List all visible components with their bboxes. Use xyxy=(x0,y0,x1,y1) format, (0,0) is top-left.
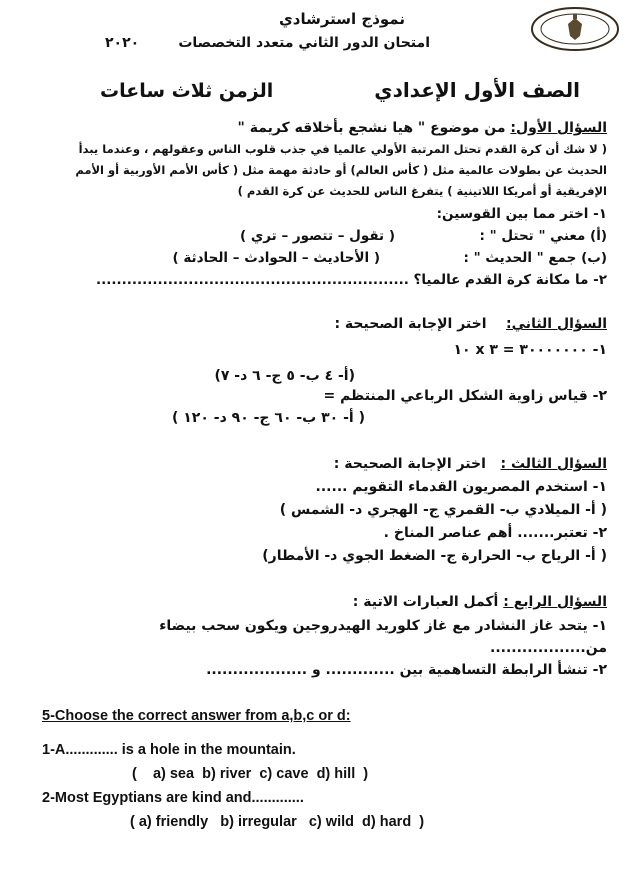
q2-line xyxy=(334,316,607,332)
q1-paragraph-1: ( لا شك أن كرة القدم تحتل المرتبة الأولي عالميا في جذب قلوب الناس وعقولهم ، وعندما يبدأ xyxy=(78,142,607,156)
q5-title: 5-Choose the correct answer from a,b,c or d: xyxy=(42,708,351,724)
q4-line xyxy=(353,594,607,610)
q4-item1-cont: من.................. xyxy=(490,640,607,656)
q4-item1: ١- يتحد غاز النشادر مع غاز كلوريد الهيدروجين ويكون سحب بيضاء xyxy=(159,618,607,634)
q1-item-b-label: (ب) جمع " الحديث " : xyxy=(463,250,607,266)
q2-item2: ٢- قياس زاوية الشكل الرباعي المنتظم = xyxy=(323,388,607,404)
q2-instruction: اختر الإجابة الصحيحة : xyxy=(334,316,487,332)
q1-label: السؤال الأول: xyxy=(510,120,607,136)
model-title: نموذج استرشادي xyxy=(279,10,405,28)
q2-item2-options: ( أ- ٣٠ ب- ٦٠ ج- ٩٠ د- ١٢٠ ) xyxy=(171,410,365,426)
q1-item-b-options: ( الأحاديث – الحوادث – الحادثة ) xyxy=(172,250,380,266)
q2-item1: ١- ٣٠٠٠٠٠٠٠ = ٣ x ١٠ xyxy=(453,342,607,358)
q1-item-a-label: (أ) معني " تحتل " : xyxy=(479,228,607,244)
q1-topic: من موضوع " هيا نشجع بأخلاقه كريمة " xyxy=(237,120,506,136)
q5-item2: 2-Most Egyptians are kind and............. xyxy=(42,790,304,806)
q3-instruction: اختر الإجابة الصحيحة : xyxy=(333,456,486,472)
q3-label: السؤال الثالث : xyxy=(500,456,607,472)
q4-label: السؤال الرابع : xyxy=(503,594,607,610)
grade-title: الصف الأول الإعدادي xyxy=(374,78,580,102)
q5-item2-options: ( a) friendly b) irregular c) wild d) hard ) xyxy=(130,814,425,830)
q4-item2: ٢- تنشأ الرابطة التساهمية بين ............. و ................... xyxy=(206,662,607,678)
q5-item1-options: ( a) sea b) river c) cave d) hill ) xyxy=(132,766,369,782)
q3-item2: ٢- تعتبر....... أهم عناصر المناخ . xyxy=(383,525,607,541)
q1-sub2: ٢- ما مكانة كرة القدم عالميا؟ ............................................................. xyxy=(96,272,607,288)
exam-time: الزمن ثلاث ساعات xyxy=(100,80,274,102)
q1-line xyxy=(238,120,607,136)
exam-year: ٢٠٢٠ xyxy=(105,35,140,51)
q2-label: السؤال الثاني: xyxy=(506,316,607,332)
q3-line xyxy=(334,456,607,472)
q3-item1-options: ( أ- الميلادي ب- القمري ج- الهجري د- الشمس ) xyxy=(279,502,607,518)
q1-paragraph-2: الحديث عن بطولات عالمية مثل ( كأس العالم) أو حادثة مهمة مثل ( كأس الأمم الأوربية أو الأمم xyxy=(75,163,607,177)
q1-item-a-options: ( تقول – تتصور – تري ) xyxy=(240,228,395,244)
q4-instruction: أكمل العبارات الاتية : xyxy=(352,594,499,610)
exam-title: امتحان الدور الثاني متعدد التخصصات xyxy=(178,35,430,51)
q1-sub1: ١- اختر مما بين القوسين: xyxy=(436,206,607,222)
q2-item1-options: (أ- ٤ ب- ٥ ج- ٦ د- ٧) xyxy=(214,368,355,384)
q3-item1: ١- استخدم المصريون القدماء التقويم ...... xyxy=(315,479,607,495)
q5-item1: 1-A............. is a hole in the mountain. xyxy=(42,742,296,758)
q1-paragraph-3: الإفريقية أو أمريكا اللاتينية ) يتفرغ الناس للحديث عن كرة القدم ) xyxy=(237,184,607,198)
ministry-logo xyxy=(530,6,620,52)
q3-item2-options: ( أ- الرياح ب- الحرارة ج- الضغط الجوي د- الأمطار) xyxy=(262,548,607,564)
